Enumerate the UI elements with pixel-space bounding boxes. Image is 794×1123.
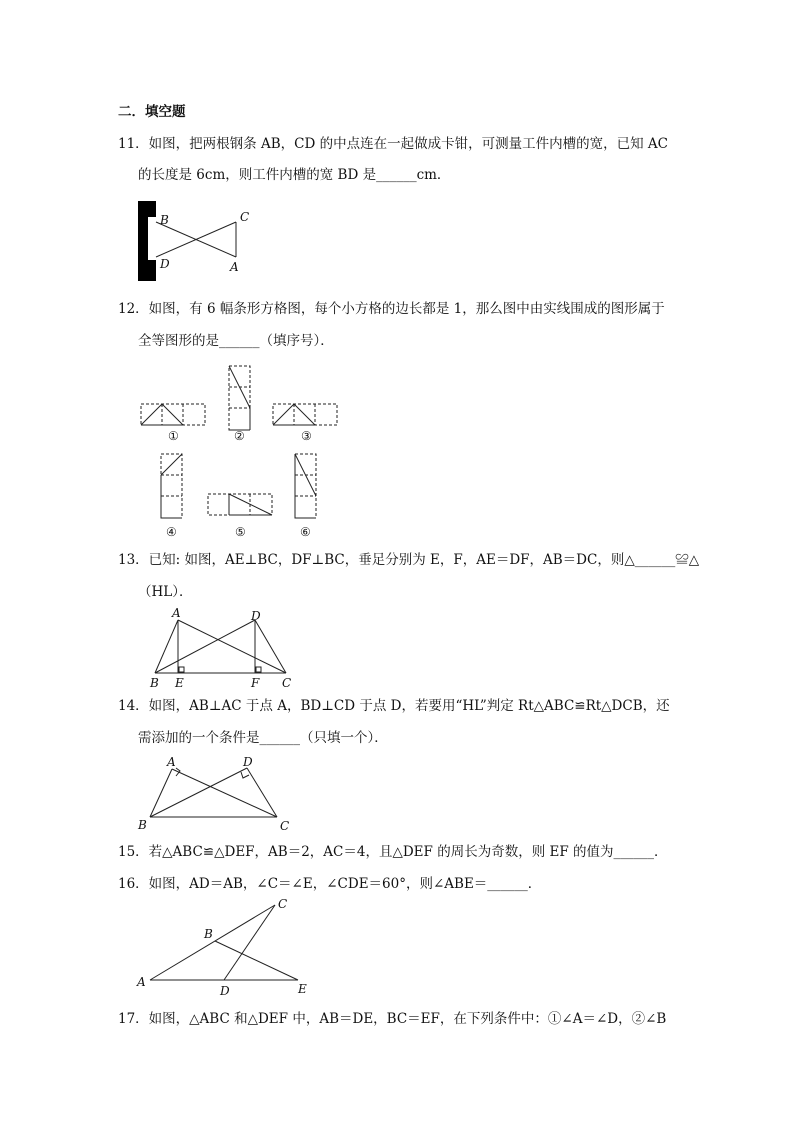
q12-figure — [135, 360, 355, 545]
q12-grid-2 — [229, 366, 250, 430]
q16-figure — [135, 895, 320, 1000]
q14-line-1: 14．如图，AB⊥AC 于点 A，BD⊥CD 于点 D，若要用“HL”判定 Rt△ABC≌Rt△DCB，还 — [118, 698, 670, 714]
q12-label-3: ③ — [301, 429, 312, 443]
q11-label-D: D — [160, 257, 170, 271]
q13-line-2: （HL）． — [138, 584, 193, 600]
q12-label-5: ⑤ — [235, 525, 246, 539]
q11-line-1: 11．如图，把两根钢条 AB，CD 的中点连在一起做成卡钳，可测量工件内槽的宽，已知 AC — [118, 136, 668, 152]
q14-label-C: C — [280, 819, 290, 833]
q14-segment-BA — [150, 769, 172, 817]
q12-shape-4 — [161, 454, 182, 475]
q13-segment-BD — [155, 620, 255, 673]
q13-label-E: E — [175, 676, 184, 690]
q11-label-A: A — [230, 260, 239, 274]
q14-segment-AC — [172, 769, 277, 817]
q13-segment-BA — [155, 620, 178, 673]
q12-label-1: ① — [168, 429, 179, 443]
q11-label-B: B — [160, 213, 169, 227]
q16-label-E: E — [298, 982, 307, 996]
q12-shape-3 — [273, 404, 294, 425]
q16-segment-AC — [150, 905, 275, 980]
q12-grid-3 — [273, 404, 337, 425]
q12-label-6: ⑥ — [300, 525, 311, 539]
q16-line-1: 16．如图，AD＝AB，∠C＝∠E，∠CDE＝60°，则∠ABE＝______． — [118, 876, 542, 892]
q14-label-D: D — [243, 755, 253, 769]
q12-shape-1 — [141, 404, 162, 425]
q11-figure — [130, 195, 260, 285]
q12-grid-1 — [141, 404, 205, 425]
q11-line-2: 的长度是 6cm，则工件内槽的宽 BD 是______cm． — [138, 167, 451, 183]
q13-label-D: D — [251, 609, 261, 623]
q13-line-1: 13．已知: 如图，AE⊥BC，DF⊥BC，垂足分别为 E，F，AE＝DF，AB＝DC，则△______≌△ — [118, 552, 700, 568]
q13-label-F: F — [251, 676, 260, 690]
section-title: 二．填空题 — [118, 104, 186, 120]
q15-line-1: 15．若△ABC≌△DEF，AB＝2，AC＝4，且△DEF 的周长为奇数，则 EF 的值为______． — [118, 844, 668, 860]
q13-right-angle-E — [179, 667, 184, 672]
q12-grid-6 — [295, 454, 316, 518]
q13-right-angle-F — [256, 667, 261, 672]
q16-label-D: D — [220, 984, 230, 998]
q12-label-2: ② — [234, 429, 245, 443]
q14-line-2: 需添加的一个条件是______（只填一个）． — [138, 730, 388, 746]
q14-figure — [135, 752, 295, 837]
q11-label-C: C — [240, 210, 250, 224]
q12-line-1: 12．如图，有 6 幅条形方格图，每个小方格的边长都是 1，那么图中由实线围成的图形属于 — [118, 301, 665, 317]
q11-groove — [148, 217, 158, 260]
q16-segment-DC — [224, 905, 275, 980]
q12-grid-4 — [161, 454, 182, 518]
q14-label-A: A — [167, 755, 176, 769]
q14-label-B: B — [138, 818, 147, 832]
q14-segment-BD — [150, 768, 247, 817]
q13-label-A: A — [172, 606, 181, 620]
q13-figure — [145, 605, 305, 695]
q16-label-A: A — [137, 975, 146, 989]
q14-right-angle-D — [241, 772, 249, 778]
q16-label-C: C — [278, 897, 288, 911]
q13-segment-AC — [178, 620, 286, 673]
q12-grid-5 — [208, 494, 272, 515]
q16-label-B: B — [204, 927, 213, 941]
q13-label-C: C — [282, 676, 292, 690]
q17-line-1: 17．如图，△ABC 和△DEF 中，AB＝DE，BC＝EF，在下列条件中：①∠A＝∠D，②∠B — [118, 1011, 667, 1027]
q13-label-B: B — [150, 676, 159, 690]
q12-label-4: ④ — [166, 525, 177, 539]
q12-line-2: 全等图形的是______（填序号）． — [138, 333, 334, 349]
